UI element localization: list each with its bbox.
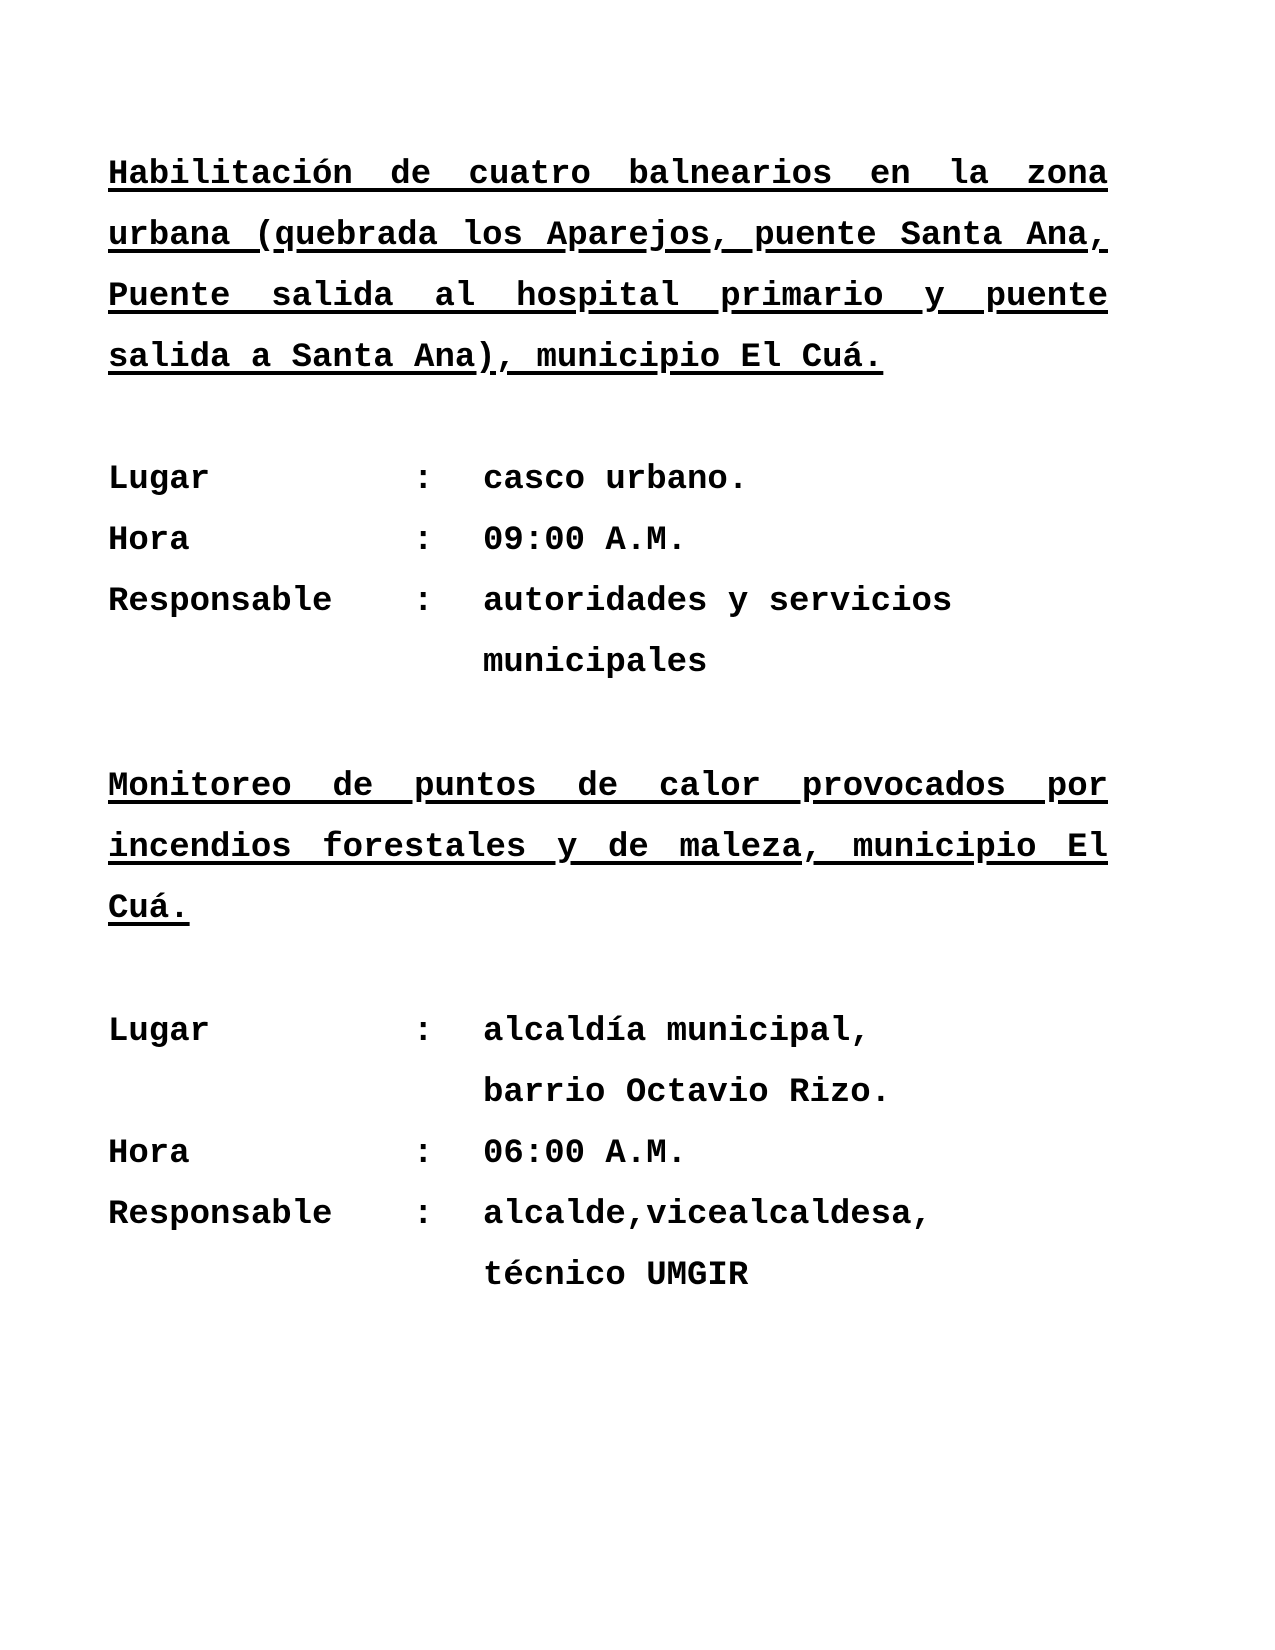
detail-row-lugar [108, 1002, 1108, 1124]
row-value-line: alcalde,vicealcaldesa, [483, 1196, 932, 1234]
row-label: Responsable [108, 1196, 333, 1234]
detail-row-hora [108, 511, 1108, 572]
row-value [483, 572, 1108, 694]
row-label: Hora [108, 522, 190, 560]
row-label: Lugar [108, 1013, 211, 1051]
section-1-heading: Habilitación de cuatro balnearios en la zona urbana (quebrada los Aparejos, puente Santa Ana, Puente salida al hospital primario y puente salida a Santa Ana), municipio El Cuá. [108, 156, 1108, 377]
row-value [483, 1002, 1108, 1124]
row-separator: : [413, 461, 434, 499]
row-value [483, 511, 1108, 572]
row-value-line: 09:00 A.M. [483, 522, 688, 560]
activity-section-2 [108, 757, 1108, 1307]
row-separator: : [413, 1196, 434, 1234]
section-2-heading: Monitoreo de puntos de calor provocados por incendios forestales y de maleza, municipio El Cuá. [108, 768, 1108, 928]
row-value [483, 1185, 1108, 1307]
section-2-details [108, 1002, 1108, 1307]
row-value-line: autoridades y servicios [483, 583, 953, 621]
row-value-line: municipales [483, 644, 708, 682]
row-label: Responsable [108, 583, 333, 621]
detail-row-responsable [108, 1185, 1108, 1307]
row-value-line: técnico UMGIR [483, 1257, 749, 1295]
row-value-line: alcaldía municipal, [483, 1013, 871, 1051]
row-label: Lugar [108, 461, 211, 499]
row-separator: : [413, 583, 434, 621]
row-value [483, 1124, 1108, 1185]
document-content [108, 145, 1108, 1307]
row-value-line: 06:00 A.M. [483, 1135, 688, 1173]
row-separator: : [413, 1013, 434, 1051]
row-value-line: casco urbano. [483, 461, 749, 499]
detail-row-lugar [108, 450, 1108, 511]
section-1-details [108, 450, 1108, 694]
activity-section-1 [108, 145, 1108, 694]
detail-row-hora [108, 1124, 1108, 1185]
row-separator: : [413, 522, 434, 560]
row-value-line: barrio Octavio Rizo. [483, 1074, 892, 1112]
row-value [483, 450, 1108, 511]
row-label: Hora [108, 1135, 190, 1173]
row-separator: : [413, 1135, 434, 1173]
detail-row-responsable [108, 572, 1108, 694]
